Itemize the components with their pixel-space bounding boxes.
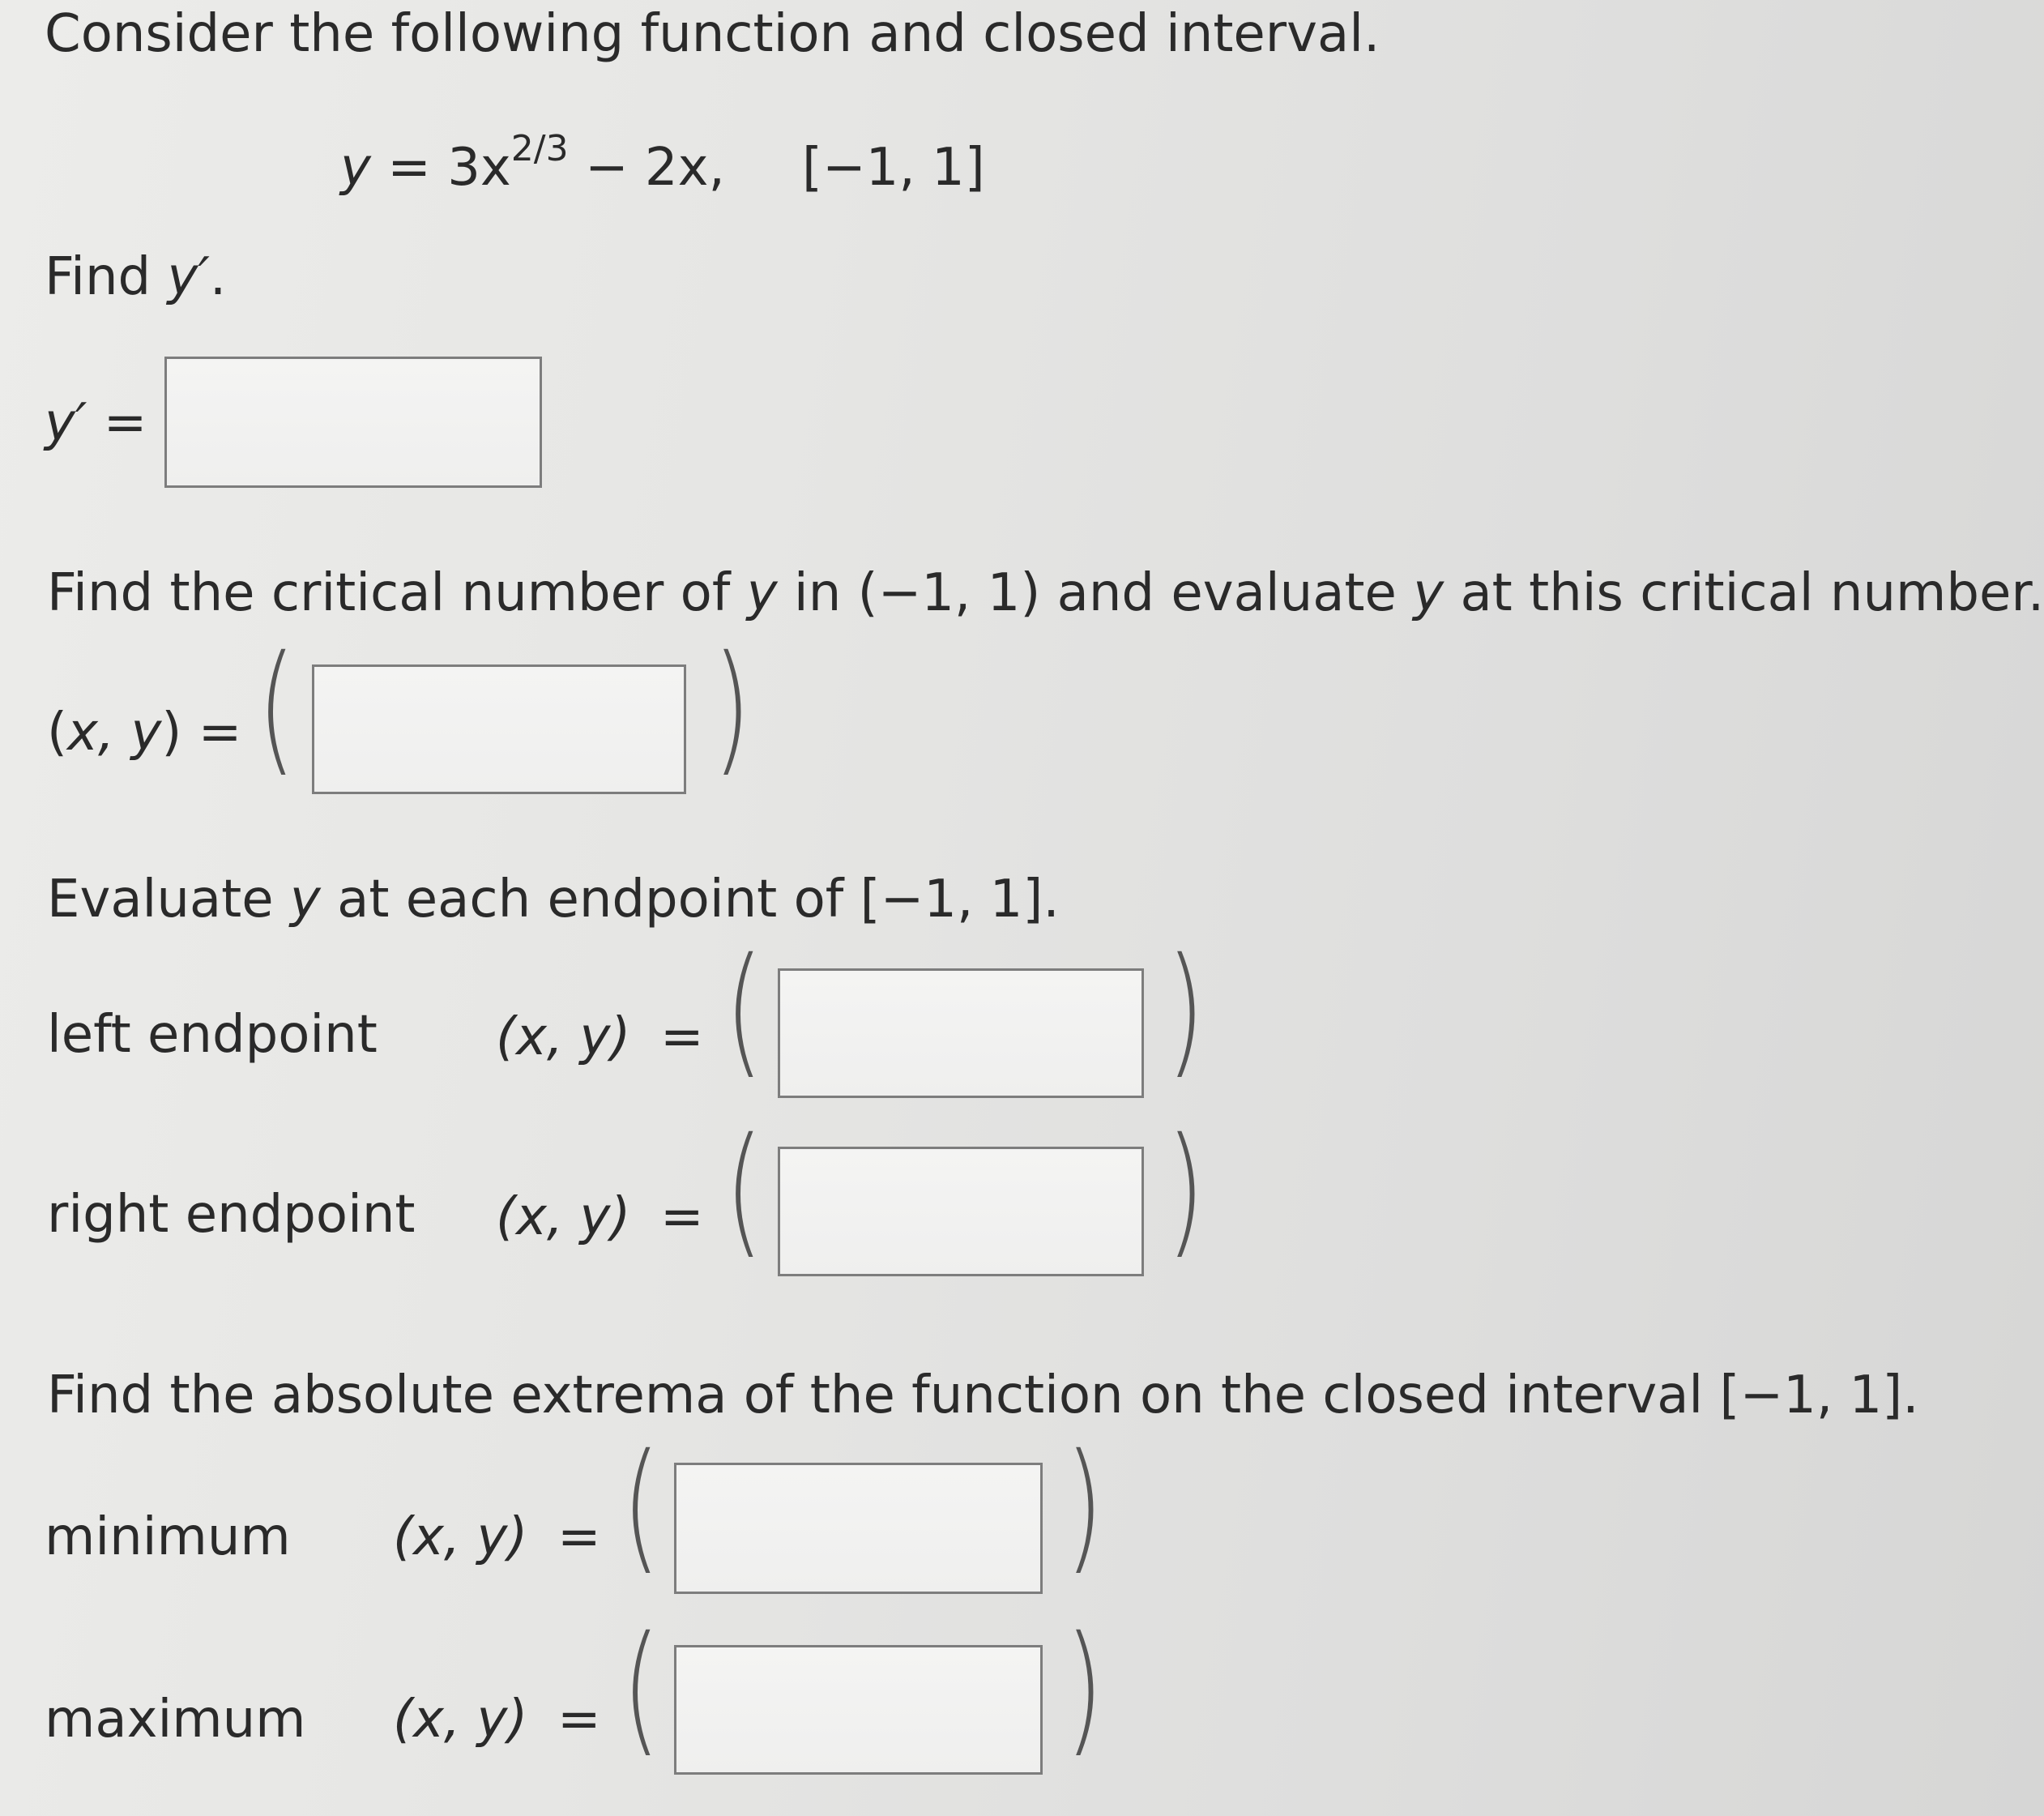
right-endpoint-label: right endpoint — [47, 1185, 416, 1245]
find-derivative-suffix: . — [209, 247, 227, 307]
endpoints-prompt-var: y — [289, 870, 321, 929]
endpoints-prompt — [47, 870, 1060, 929]
critical-label-close: ) = — [161, 703, 242, 763]
right-endpoint-eq: = — [660, 1187, 704, 1247]
minimum-eq: = — [557, 1507, 601, 1567]
find-derivative-prompt — [45, 247, 227, 307]
function-y-var: y — [340, 138, 371, 198]
minimum-label: minimum — [45, 1507, 291, 1567]
function-exponent: 2/3 — [510, 128, 569, 169]
minimum-right-paren: ) — [1065, 1425, 1103, 1589]
critical-prompt-var2: y — [1413, 563, 1444, 623]
critical-right-paren: ) — [713, 626, 751, 791]
function-equals: = — [370, 138, 448, 198]
left-endpoint-right-paren: ) — [1167, 929, 1205, 1093]
extrema-prompt: Find the absolute extrema of the function on the closed interval [−1, 1]. — [47, 1365, 1919, 1425]
maximum-left-paren: ( — [622, 1607, 660, 1771]
function-coefficient: 3x — [447, 138, 511, 198]
endpoints-prompt-a: Evaluate — [47, 870, 290, 929]
derivative-answer-input[interactable] — [164, 357, 542, 488]
derivative-label-var: y′ — [45, 393, 87, 453]
right-endpoint-xy-label: (x, y) — [496, 1187, 631, 1247]
left-endpoint-xy-label: (x, y) — [496, 1007, 631, 1067]
function-interval: [−1, 1] — [802, 138, 985, 198]
left-endpoint-eq: = — [660, 1007, 704, 1067]
critical-number-prompt — [47, 563, 2044, 623]
intro-text: Consider the following function and closed interval. — [45, 4, 1380, 64]
maximum-input[interactable] — [674, 1645, 1043, 1775]
critical-point-input[interactable] — [312, 664, 686, 794]
left-endpoint-input[interactable] — [778, 968, 1144, 1098]
critical-point-label — [47, 703, 242, 763]
find-derivative-prefix: Find — [45, 247, 168, 307]
function-rest: − 2x, — [568, 138, 725, 198]
left-endpoint-label: left endpoint — [47, 1005, 378, 1065]
derivative-label — [45, 393, 147, 453]
critical-prompt-c: at this critical number. — [1444, 563, 2044, 623]
critical-label-open: ( — [47, 703, 67, 763]
critical-label-vars: x, y — [66, 703, 162, 763]
endpoints-prompt-b: at each endpoint of [−1, 1]. — [320, 870, 1060, 929]
maximum-eq: = — [557, 1690, 601, 1750]
maximum-right-paren: ) — [1065, 1607, 1103, 1771]
minimum-input[interactable] — [674, 1463, 1043, 1594]
critical-left-paren: ( — [258, 626, 296, 791]
maximum-label: maximum — [45, 1690, 306, 1750]
critical-prompt-a: Find the critical number of — [47, 563, 747, 623]
critical-prompt-b: in (−1, 1) and evaluate — [777, 563, 1414, 623]
find-derivative-var: y′ — [167, 247, 210, 307]
maximum-xy-label: (x, y) — [393, 1690, 528, 1750]
left-endpoint-left-paren: ( — [725, 929, 763, 1093]
right-endpoint-right-paren: ) — [1167, 1109, 1205, 1273]
right-endpoint-left-paren: ( — [725, 1109, 763, 1273]
critical-prompt-var1: y — [746, 563, 778, 623]
derivative-label-eq: = — [87, 393, 147, 453]
right-endpoint-input[interactable] — [778, 1147, 1144, 1276]
function-equation — [340, 128, 725, 198]
minimum-xy-label: (x, y) — [393, 1507, 528, 1567]
minimum-left-paren: ( — [622, 1425, 660, 1589]
